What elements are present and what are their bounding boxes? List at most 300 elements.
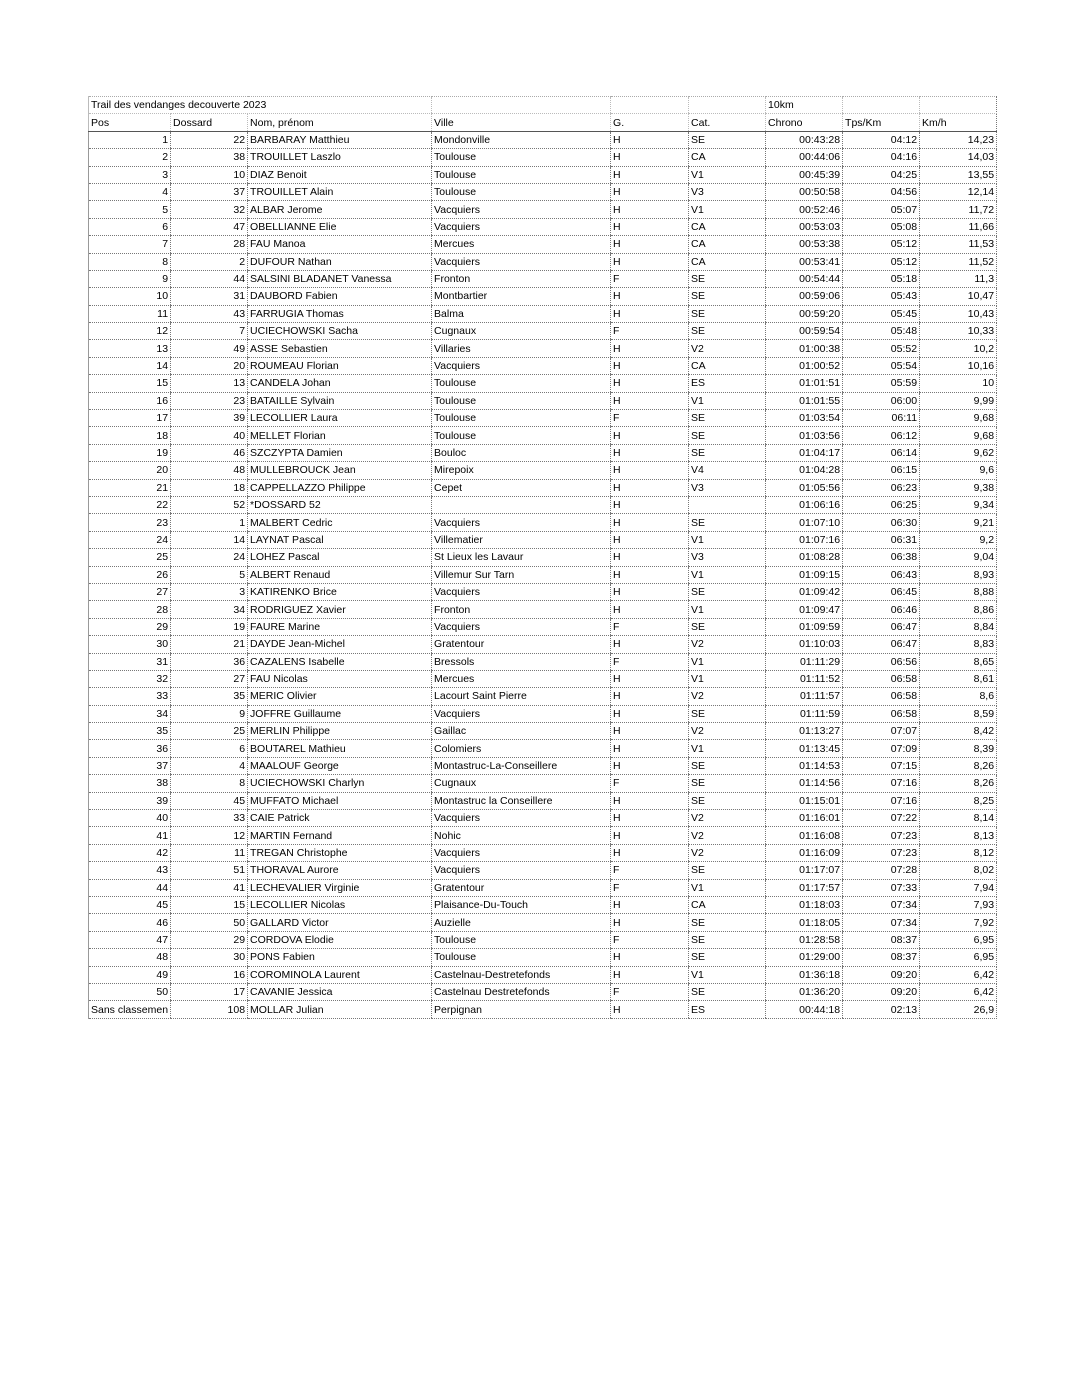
table-row [89, 740, 997, 757]
header-row [89, 114, 997, 131]
table-row [89, 601, 997, 618]
table-row [89, 253, 997, 270]
cell-category: V2 [689, 810, 766, 827]
cell-speed: 8,14 [920, 810, 997, 827]
cell-gender: H [611, 340, 689, 357]
cell-speed: 10 [920, 375, 997, 392]
cell-name: FAURE Marine [248, 618, 432, 635]
table-row [89, 670, 997, 687]
cell-speed: 9,6 [920, 462, 997, 479]
table-row [89, 966, 997, 983]
cell-gender: H [611, 218, 689, 235]
cell-pos: 20 [89, 462, 171, 479]
cell-name: BATAILLE Sylvain [248, 392, 432, 409]
cell-chrono: 01:10:03 [766, 636, 843, 653]
cell-ville: Castelnau Destretefonds [432, 983, 611, 1000]
cell-dossard: 46 [171, 444, 248, 461]
cell-pace: 09:20 [843, 966, 920, 983]
cell-category: V2 [689, 844, 766, 861]
table-row [89, 931, 997, 948]
cell-name: ALBAR Jerome [248, 201, 432, 218]
cell-name: MARTIN Fernand [248, 827, 432, 844]
cell-dossard: 10 [171, 166, 248, 183]
cell-pos: 14 [89, 357, 171, 374]
table-row [89, 914, 997, 931]
cell-chrono: 01:16:08 [766, 827, 843, 844]
cell-ville: Perpignan [432, 1001, 611, 1018]
cell-chrono: 01:07:16 [766, 531, 843, 548]
cell-chrono: 00:53:38 [766, 236, 843, 253]
cell-pos: 35 [89, 723, 171, 740]
cell-pos: 17 [89, 410, 171, 427]
table-row [89, 983, 997, 1000]
cell-pace: 06:58 [843, 670, 920, 687]
cell-ville: Vacquiers [432, 705, 611, 722]
cell-ville: Vacquiers [432, 862, 611, 879]
cell-dossard: 1 [171, 514, 248, 531]
table-row [89, 705, 997, 722]
cell-dossard: 17 [171, 983, 248, 1000]
cell-ville: Montastruc-La-Conseillere [432, 757, 611, 774]
cell-chrono: 01:15:01 [766, 792, 843, 809]
cell-gender: H [611, 601, 689, 618]
cell-speed: 14,23 [920, 131, 997, 148]
table-row [89, 201, 997, 218]
cell-name: DIAZ Benoit [248, 166, 432, 183]
cell-pace: 04:16 [843, 149, 920, 166]
table-row [89, 392, 997, 409]
cell-gender: H [611, 636, 689, 653]
cell-dossard: 5 [171, 566, 248, 583]
cell-pos: 19 [89, 444, 171, 461]
table-row [89, 270, 997, 287]
cell-gender: F [611, 270, 689, 287]
cell-gender: H [611, 514, 689, 531]
cell-gender: H [611, 496, 689, 513]
cell-name: DAYDE Jean-Michel [248, 636, 432, 653]
cell-ville: Bouloc [432, 444, 611, 461]
cell-pace: 06:43 [843, 566, 920, 583]
cell-pace: 05:43 [843, 288, 920, 305]
cell-dossard: 14 [171, 531, 248, 548]
cell-pos: 48 [89, 949, 171, 966]
cell-category: V1 [689, 653, 766, 670]
cell-gender: H [611, 462, 689, 479]
cell-pace: 06:25 [843, 496, 920, 513]
cell-name: CAPPELLAZZO Philippe [248, 479, 432, 496]
cell-ville: Gratentour [432, 879, 611, 896]
cell-gender: H [611, 896, 689, 913]
cell-speed: 6,42 [920, 966, 997, 983]
cell-pos: 31 [89, 653, 171, 670]
cell-speed: 11,66 [920, 218, 997, 235]
cell-name: TROUILLET Alain [248, 183, 432, 200]
cell-pace: 06:15 [843, 462, 920, 479]
cell-ville: Villaries [432, 340, 611, 357]
cell-gender: F [611, 983, 689, 1000]
table-row [89, 236, 997, 253]
cell-name: TREGAN Christophe [248, 844, 432, 861]
cell-ville: Mercues [432, 670, 611, 687]
table-row [89, 583, 997, 600]
cell-ville: Cepet [432, 479, 611, 496]
cell-speed: 8,13 [920, 827, 997, 844]
cell-pace: 07:16 [843, 792, 920, 809]
cell-speed: 11,53 [920, 236, 997, 253]
cell-speed: 8,65 [920, 653, 997, 670]
cell-pos: 46 [89, 914, 171, 931]
cell-name: LECOLLIER Laura [248, 410, 432, 427]
cell-speed: 9,68 [920, 427, 997, 444]
cell-gender: H [611, 166, 689, 183]
cell-gender: H [611, 479, 689, 496]
cell-speed: 11,3 [920, 270, 997, 287]
table-row [89, 827, 997, 844]
cell-speed: 13,55 [920, 166, 997, 183]
cell-gender: H [611, 531, 689, 548]
cell-ville: Fronton [432, 270, 611, 287]
cell-gender: H [611, 966, 689, 983]
cell-pos: 12 [89, 323, 171, 340]
cell-category: SE [689, 618, 766, 635]
cell-speed: 8,39 [920, 740, 997, 757]
cell-ville: Toulouse [432, 931, 611, 948]
cell-chrono: 01:16:01 [766, 810, 843, 827]
cell-dossard: 7 [171, 323, 248, 340]
cell-gender: H [611, 427, 689, 444]
cell-pos: 38 [89, 775, 171, 792]
table-row [89, 323, 997, 340]
cell-pos: 25 [89, 549, 171, 566]
cell-category: SE [689, 914, 766, 931]
cell-category: SE [689, 775, 766, 792]
cell-dossard: 11 [171, 844, 248, 861]
cell-ville: Vacquiers [432, 201, 611, 218]
cell-ville: Castelnau-Destretefonds [432, 966, 611, 983]
cell-name: DAUBORD Fabien [248, 288, 432, 305]
cell-name: FAU Nicolas [248, 670, 432, 687]
table-row [89, 1001, 997, 1018]
header-speed: Km/h [920, 114, 997, 131]
cell-gender: H [611, 549, 689, 566]
cell-gender: F [611, 410, 689, 427]
cell-category: SE [689, 444, 766, 461]
cell-dossard: 3 [171, 583, 248, 600]
cell-category: V1 [689, 566, 766, 583]
cell-gender: F [611, 931, 689, 948]
table-row [89, 949, 997, 966]
cell-ville: Villemur Sur Tarn [432, 566, 611, 583]
cell-name: DUFOUR Nathan [248, 253, 432, 270]
cell-pace: 08:37 [843, 949, 920, 966]
cell-dossard: 51 [171, 862, 248, 879]
cell-speed: 9,34 [920, 496, 997, 513]
cell-dossard: 108 [171, 1001, 248, 1018]
cell-ville: Toulouse [432, 149, 611, 166]
table-row [89, 896, 997, 913]
cell-gender: H [611, 236, 689, 253]
cell-pace: 06:47 [843, 618, 920, 635]
cell-ville: Mirepoix [432, 462, 611, 479]
cell-ville: Auzielle [432, 914, 611, 931]
header-name: Nom, prénom [248, 114, 432, 131]
cell-name: *DOSSARD 52 [248, 496, 432, 513]
cell-dossard: 50 [171, 914, 248, 931]
cell-chrono: 01:17:57 [766, 879, 843, 896]
header-ville: Ville [432, 114, 611, 131]
cell-category: SE [689, 583, 766, 600]
cell-ville [432, 496, 611, 513]
cell-pace: 06:46 [843, 601, 920, 618]
cell-category: SE [689, 757, 766, 774]
cell-chrono: 00:53:03 [766, 218, 843, 235]
table-row [89, 514, 997, 531]
cell-dossard: 30 [171, 949, 248, 966]
cell-name: RODRIGUEZ Xavier [248, 601, 432, 618]
cell-pace: 05:12 [843, 253, 920, 270]
cell-pos: 40 [89, 810, 171, 827]
cell-ville: Mercues [432, 236, 611, 253]
cell-category: SE [689, 305, 766, 322]
cell-chrono: 01:04:28 [766, 462, 843, 479]
cell-pos: 18 [89, 427, 171, 444]
cell-pace: 07:09 [843, 740, 920, 757]
cell-chrono: 00:59:20 [766, 305, 843, 322]
cell-category: V1 [689, 601, 766, 618]
cell-gender: H [611, 670, 689, 687]
cell-speed: 8,93 [920, 566, 997, 583]
cell-ville: Vacquiers [432, 844, 611, 861]
cell-ville: Vacquiers [432, 583, 611, 600]
cell-gender: H [611, 583, 689, 600]
cell-ville: Cugnaux [432, 323, 611, 340]
table-row [89, 549, 997, 566]
cell-name: SALSINI BLADANET Vanessa [248, 270, 432, 287]
cell-pos: 27 [89, 583, 171, 600]
cell-chrono: 00:43:28 [766, 131, 843, 148]
cell-ville: Vacquiers [432, 618, 611, 635]
cell-chrono: 01:05:56 [766, 479, 843, 496]
cell-category: V1 [689, 879, 766, 896]
cell-category: SE [689, 270, 766, 287]
cell-speed: 11,52 [920, 253, 997, 270]
cell-chrono: 01:11:57 [766, 688, 843, 705]
cell-speed: 6,95 [920, 949, 997, 966]
cell-name: ALBERT Renaud [248, 566, 432, 583]
cell-name: MALBERT Cedric [248, 514, 432, 531]
cell-category: CA [689, 236, 766, 253]
cell-name: THORAVAL Aurore [248, 862, 432, 879]
cell-pos: 15 [89, 375, 171, 392]
cell-pace: 06:30 [843, 514, 920, 531]
cell-chrono: 01:06:16 [766, 496, 843, 513]
cell-category: V1 [689, 392, 766, 409]
cell-gender: H [611, 375, 689, 392]
header-chrono: Chrono [766, 114, 843, 131]
cell-dossard: 23 [171, 392, 248, 409]
cell-pace: 07:34 [843, 914, 920, 931]
cell-dossard: 39 [171, 410, 248, 427]
cell-pos: 28 [89, 601, 171, 618]
cell-name: MERLIN Philippe [248, 723, 432, 740]
cell-ville: Lacourt Saint Pierre [432, 688, 611, 705]
table-row [89, 183, 997, 200]
cell-name: MUFFATO Michael [248, 792, 432, 809]
cell-gender: F [611, 775, 689, 792]
cell-speed: 8,02 [920, 862, 997, 879]
results-table [88, 96, 997, 1019]
table-row [89, 496, 997, 513]
table-row [89, 531, 997, 548]
cell-dossard: 36 [171, 653, 248, 670]
cell-pace: 06:58 [843, 705, 920, 722]
table-row [89, 410, 997, 427]
cell-pos: 4 [89, 183, 171, 200]
cell-category: SE [689, 410, 766, 427]
cell-pos: 33 [89, 688, 171, 705]
cell-chrono: 01:00:52 [766, 357, 843, 374]
cell-speed: 8,25 [920, 792, 997, 809]
cell-gender: H [611, 688, 689, 705]
cell-chrono: 01:00:38 [766, 340, 843, 357]
header-gender: G. [611, 114, 689, 131]
cell-chrono: 01:09:47 [766, 601, 843, 618]
cell-ville: Vacquiers [432, 218, 611, 235]
table-row [89, 479, 997, 496]
cell-pos: 11 [89, 305, 171, 322]
cell-name: FARRUGIA Thomas [248, 305, 432, 322]
cell-speed: 6,95 [920, 931, 997, 948]
cell-pos: 7 [89, 236, 171, 253]
cell-speed: 8,12 [920, 844, 997, 861]
table-row [89, 340, 997, 357]
cell-category: V2 [689, 827, 766, 844]
cell-name: SZCZYPTA Damien [248, 444, 432, 461]
cell-name: MOLLAR Julian [248, 1001, 432, 1018]
cell-name: COROMINOLA Laurent [248, 966, 432, 983]
cell-dossard: 40 [171, 427, 248, 444]
cell-category: V2 [689, 340, 766, 357]
cell-dossard: 37 [171, 183, 248, 200]
cell-chrono: 01:07:10 [766, 514, 843, 531]
cell-name: LECOLLIER Nicolas [248, 896, 432, 913]
cell-chrono: 01:09:42 [766, 583, 843, 600]
cell-ville: Montbartier [432, 288, 611, 305]
cell-ville: Colomiers [432, 740, 611, 757]
cell-category: SE [689, 514, 766, 531]
cell-name: BOUTAREL Mathieu [248, 740, 432, 757]
cell-pos: 29 [89, 618, 171, 635]
cell-category: SE [689, 131, 766, 148]
cell-gender: H [611, 131, 689, 148]
cell-ville: Mondonville [432, 131, 611, 148]
cell-speed: 8,6 [920, 688, 997, 705]
cell-ville: Vacquiers [432, 514, 611, 531]
cell-speed: 7,94 [920, 879, 997, 896]
header-category: Cat. [689, 114, 766, 131]
cell-speed: 8,42 [920, 723, 997, 740]
cell-name: OBELLIANNE Elie [248, 218, 432, 235]
cell-pos: 5 [89, 201, 171, 218]
table-row [89, 618, 997, 635]
distance-label: 10km [766, 97, 843, 114]
cell-name: MERIC Olivier [248, 688, 432, 705]
cell-gender: F [611, 323, 689, 340]
cell-name: CAVANIE Jessica [248, 983, 432, 1000]
cell-category: V1 [689, 166, 766, 183]
cell-category: V1 [689, 670, 766, 687]
cell-category: V2 [689, 688, 766, 705]
cell-category: CA [689, 149, 766, 166]
cell-ville: Toulouse [432, 427, 611, 444]
cell-speed: 7,92 [920, 914, 997, 931]
cell-dossard: 20 [171, 357, 248, 374]
cell-name: CANDELA Johan [248, 375, 432, 392]
cell-pace: 06:47 [843, 636, 920, 653]
cell-chrono: 01:13:45 [766, 740, 843, 757]
cell-speed: 8,59 [920, 705, 997, 722]
cell-chrono: 00:52:46 [766, 201, 843, 218]
cell-name: ASSE Sebastien [248, 340, 432, 357]
cell-ville: Plaisance-Du-Touch [432, 896, 611, 913]
cell-pos: 24 [89, 531, 171, 548]
cell-pace: 05:54 [843, 357, 920, 374]
cell-chrono: 01:14:56 [766, 775, 843, 792]
cell-gender: H [611, 844, 689, 861]
cell-pace: 05:48 [843, 323, 920, 340]
cell-gender: H [611, 201, 689, 218]
table-row [89, 462, 997, 479]
cell-chrono: 01:03:54 [766, 410, 843, 427]
cell-speed: 10,33 [920, 323, 997, 340]
cell-ville: Gratentour [432, 636, 611, 653]
cell-chrono: 01:08:28 [766, 549, 843, 566]
cell-pos: 34 [89, 705, 171, 722]
cell-chrono: 01:13:27 [766, 723, 843, 740]
table-row [89, 688, 997, 705]
cell-speed: 26,9 [920, 1001, 997, 1018]
cell-dossard: 47 [171, 218, 248, 235]
cell-speed: 8,61 [920, 670, 997, 687]
cell-pace: 07:23 [843, 827, 920, 844]
cell-chrono: 01:18:05 [766, 914, 843, 931]
table-row [89, 305, 997, 322]
header-pos: Pos [89, 114, 171, 131]
table-row [89, 653, 997, 670]
cell-pace: 06:56 [843, 653, 920, 670]
cell-pace: 04:56 [843, 183, 920, 200]
cell-dossard: 38 [171, 149, 248, 166]
cell-dossard: 12 [171, 827, 248, 844]
cell-category [689, 496, 766, 513]
cell-dossard: 28 [171, 236, 248, 253]
cell-speed: 11,72 [920, 201, 997, 218]
cell-chrono: 01:09:15 [766, 566, 843, 583]
cell-pos: 39 [89, 792, 171, 809]
cell-ville: Bressols [432, 653, 611, 670]
cell-chrono: 01:11:52 [766, 670, 843, 687]
cell-name: LOHEZ Pascal [248, 549, 432, 566]
cell-pos: 43 [89, 862, 171, 879]
cell-dossard: 44 [171, 270, 248, 287]
cell-pos: 42 [89, 844, 171, 861]
cell-category: V2 [689, 636, 766, 653]
cell-pace: 05:45 [843, 305, 920, 322]
cell-pos: 2 [89, 149, 171, 166]
cell-speed: 8,26 [920, 775, 997, 792]
cell-ville: St Lieux les Lavaur [432, 549, 611, 566]
cell-chrono: 01:17:07 [766, 862, 843, 879]
